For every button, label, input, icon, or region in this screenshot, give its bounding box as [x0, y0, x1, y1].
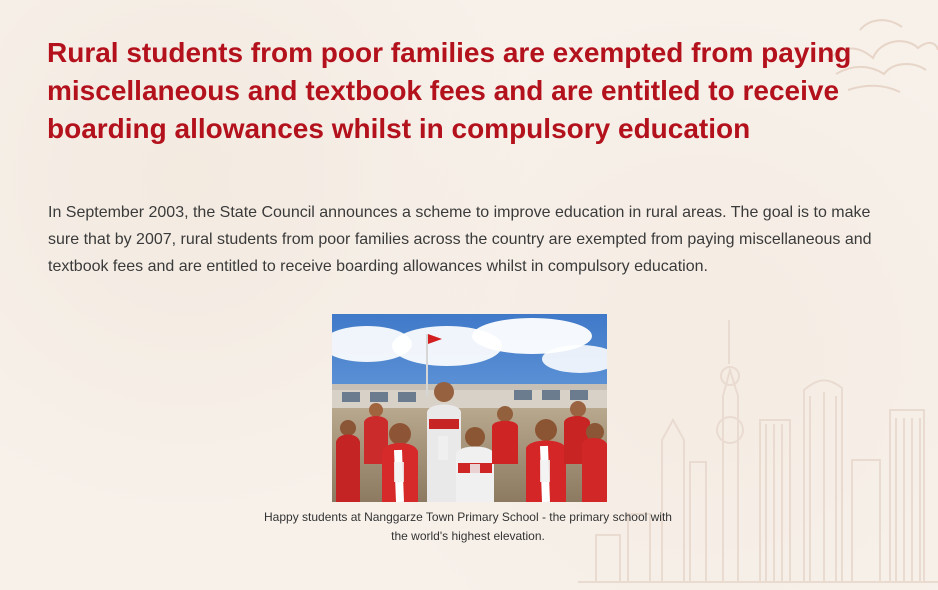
city-skyline-decoration — [578, 300, 938, 590]
article-body: In September 2003, the State Council announces a scheme to improve education in rural areas. The goal is to make sure that by 2007, rural students from poor families across the country are exempted from paying miscellaneous and textbook fees and are entitled to receive boarding allowances whilst in compulsory education. — [48, 204, 872, 275]
students-photo — [332, 314, 607, 502]
article-headline: Rural students from poor families are exempted from paying miscellaneous and textbook fees and are entitled to receive boarding allowances whilst in compulsory education — [47, 37, 852, 144]
photo-caption: Happy students at Nanggarze Town Primary School - the primary school with the world's highest elevation. — [264, 510, 672, 543]
students-photo-image — [332, 314, 607, 502]
